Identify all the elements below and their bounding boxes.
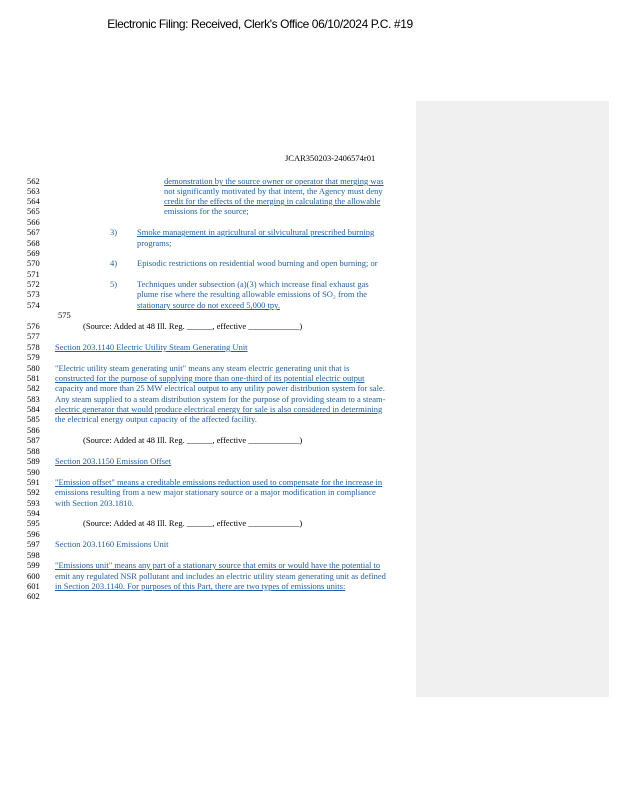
section-1140-line: capacity and more than 25 MW electrical output to any utility power distribution system for sale.: [55, 383, 385, 393]
line-number: 583: [27, 394, 40, 404]
line-number: 596: [27, 529, 40, 539]
item-3-text: programs;: [137, 238, 172, 248]
section-1150-line: with Section 203.1810.: [55, 498, 134, 508]
section-1140-line: the electrical energy output capacity of the affected facility.: [55, 414, 257, 424]
line-number: 572: [27, 279, 40, 289]
line-number: 575: [58, 310, 71, 320]
item-5-text: stationary source do not exceed 5,000 tpy.: [137, 300, 280, 310]
line-number: 563: [27, 186, 40, 196]
item-4-number: 4): [110, 258, 118, 268]
section-1150-line: "Emission offset" means a creditable emissions reduction used to compensate for the increase in: [55, 477, 383, 487]
line-number: 568: [27, 238, 40, 248]
line-number: 602: [27, 591, 40, 601]
line-number: 581: [27, 373, 40, 383]
line-number: 600: [27, 571, 40, 581]
section-1140-line: electric generator that would produce electrical energy for sale is also considered in determining: [55, 404, 383, 414]
section-1160-line: emit any regulated NSR pollutant and includes an electric utility steam generating unit as defined: [55, 571, 386, 581]
item-4-text: Episodic restrictions on residential wood burning and open burning; or: [137, 258, 378, 268]
line-number: 580: [27, 363, 40, 373]
line-number: 582: [27, 383, 40, 393]
line-number: 594: [27, 508, 40, 518]
item-5-number: 5): [110, 279, 118, 289]
source-note: (Source: Added at 48 Ill. Reg. ______, effective ____________): [83, 321, 303, 331]
line-number: 601: [27, 581, 40, 591]
line-number: 597: [27, 539, 40, 549]
line-number: 586: [27, 425, 40, 435]
line-number: 570: [27, 258, 40, 268]
line-number: 566: [27, 217, 40, 227]
item-3-number: 3): [110, 227, 118, 237]
intro-line: demonstration by the source owner or operator that merging was: [164, 176, 384, 186]
section-1140-heading: Section 203.1140 Electric Utility Steam Generating Unit: [55, 342, 248, 352]
line-number: 584: [27, 404, 40, 414]
filing-header: Electronic Filing: Received, Clerk's Office 06/10/2024 P.C. #19: [107, 17, 413, 31]
line-number: 576: [27, 321, 40, 331]
section-1160-line: "Emissions unit" means any part of a stationary source that emits or would have the potential to: [55, 560, 381, 570]
line-number: 595: [27, 518, 40, 528]
section-1160-heading: Section 203.1160 Emissions Unit: [55, 539, 169, 549]
line-number: 591: [27, 477, 40, 487]
line-number: 565: [27, 206, 40, 216]
item-5-text: Techniques under subsection (a)(3) which increase final exhaust gas: [137, 279, 369, 289]
line-number: 585: [27, 414, 40, 424]
source-note: (Source: Added at 48 Ill. Reg. ______, effective ____________): [83, 518, 303, 528]
section-1140-line: "Electric utility steam generating unit" means any steam electric generating unit that is: [55, 363, 350, 373]
intro-line: not significantly motivated by that intent, the Agency must deny: [164, 186, 383, 196]
document-id: JCAR350203-2406574r01: [285, 153, 376, 163]
line-number: 571: [27, 269, 40, 279]
line-number: 567: [27, 227, 40, 237]
line-number: 592: [27, 487, 40, 497]
intro-line: credit for the effects of the merging in calculating the allowable: [164, 196, 381, 206]
item-5-text: plume rise where the resulting allowable emissions of SO₂ from the: [137, 289, 368, 299]
line-number: 589: [27, 456, 40, 466]
line-number: 562: [27, 176, 40, 186]
line-number: 593: [27, 498, 40, 508]
line-number: 588: [27, 446, 40, 456]
line-number: 578: [27, 342, 40, 352]
line-number: 573: [27, 289, 40, 299]
line-number: 579: [27, 352, 40, 362]
comment-margin-panel: [416, 101, 609, 697]
section-1140-line: Any steam supplied to a steam distribution system for the purpose of providing steam to a steam-: [55, 394, 386, 404]
line-number: 587: [27, 435, 40, 445]
line-number: 569: [27, 248, 40, 258]
line-number: 599: [27, 560, 40, 570]
intro-line: emissions for the source;: [164, 206, 249, 216]
section-1160-line: in Section 203.1140. For purposes of this Part, there are two types of emissions units:: [55, 581, 346, 591]
section-1140-line: constructed for the purpose of supplying more than one-third of its potential electric output: [55, 373, 365, 383]
line-number: 577: [27, 331, 40, 341]
line-number: 564: [27, 196, 40, 206]
item-3-text: Smoke management in agricultural or silvicultural prescribed burning: [137, 227, 375, 237]
line-number: 590: [27, 467, 40, 477]
source-note: (Source: Added at 48 Ill. Reg. ______, effective ____________): [83, 435, 303, 445]
section-1150-line: emissions resulting from a new major stationary source or a major modification in compliance: [55, 487, 376, 497]
section-1150-heading: Section 203.1150 Emission Offset: [55, 456, 172, 466]
line-number: 574: [27, 300, 40, 310]
line-number: 598: [27, 550, 40, 560]
